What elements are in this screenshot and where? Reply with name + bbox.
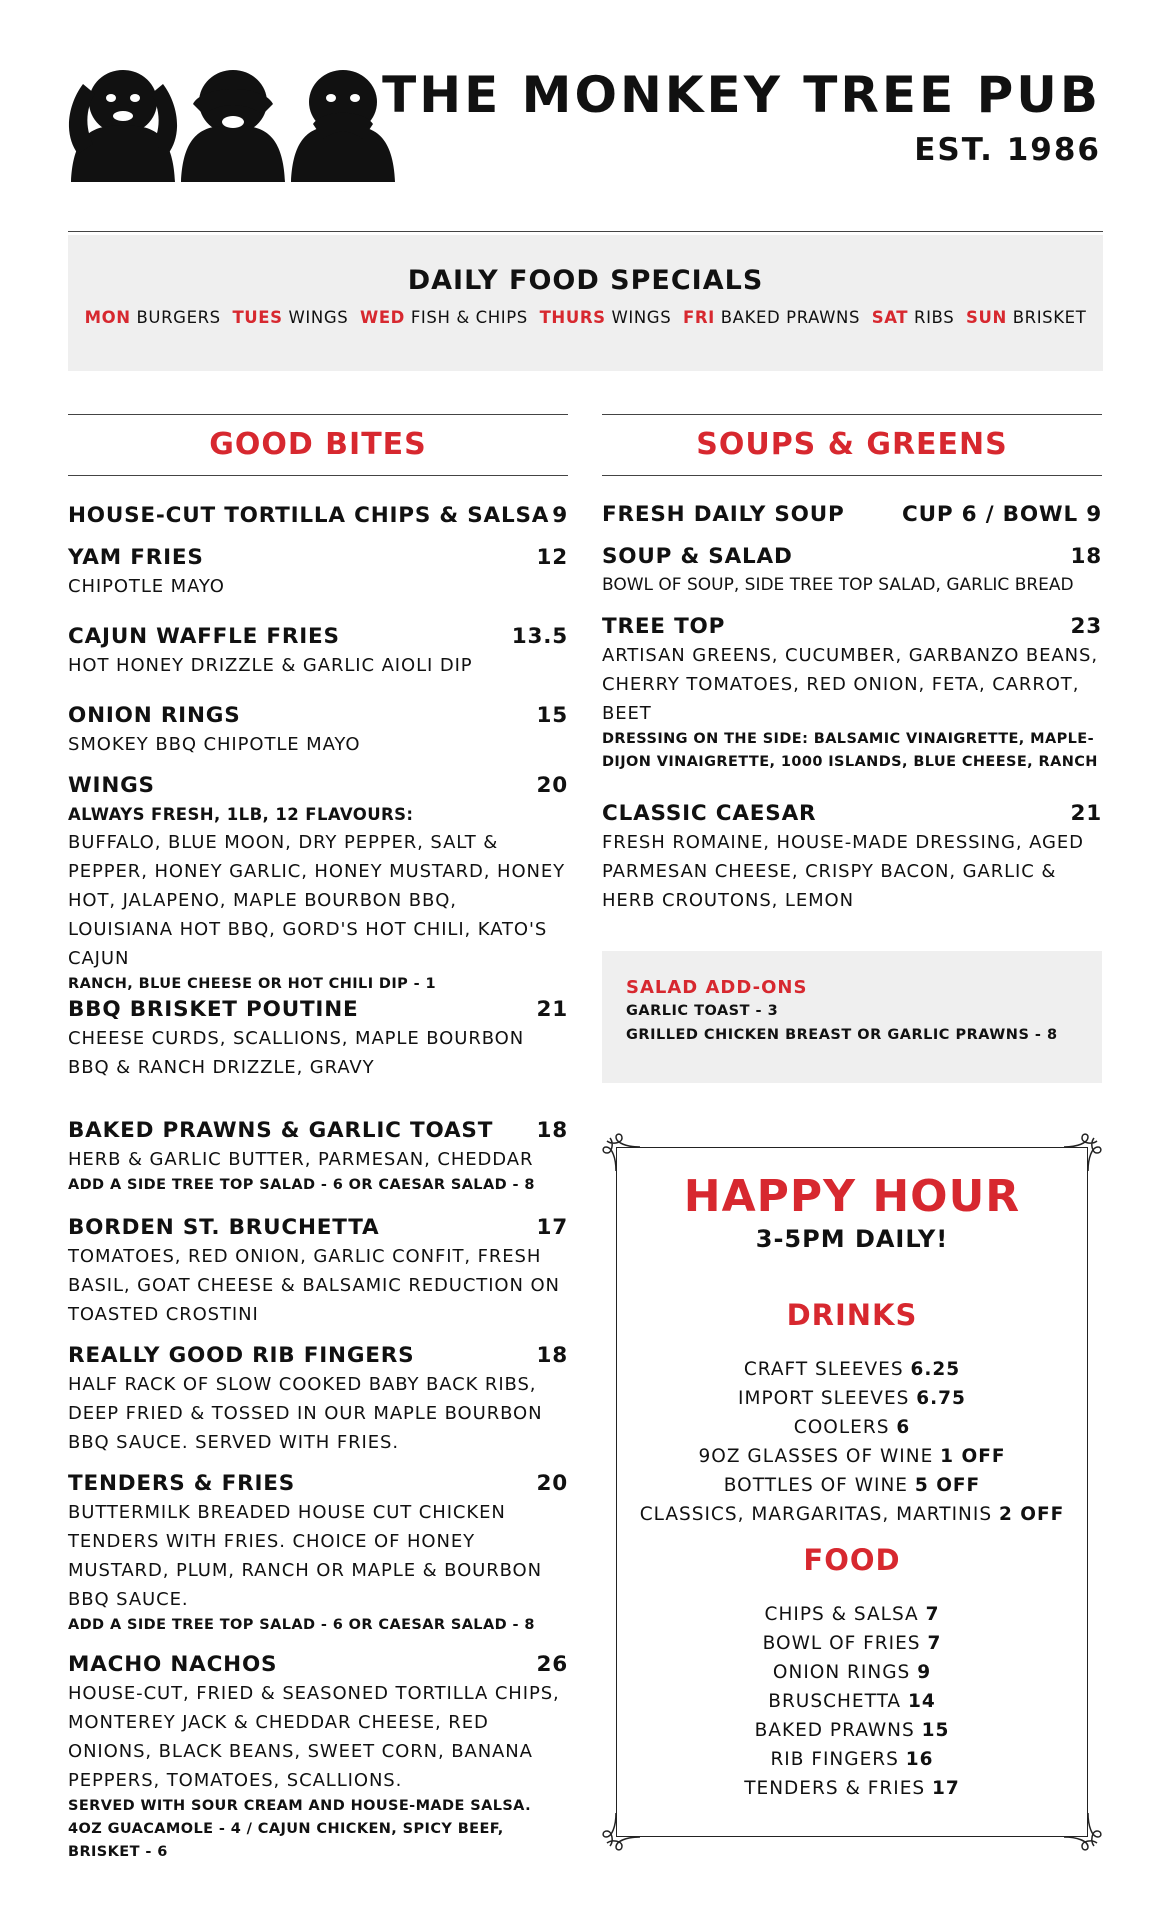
daily-specials-box bbox=[68, 235, 1103, 371]
item-price: 12 bbox=[536, 545, 568, 570]
good-bites-heading: GOOD BITES bbox=[68, 414, 568, 476]
special-item: WINGS bbox=[611, 308, 672, 327]
item-note: DRESSING ON THE SIDE: BALSAMIC VINAIGRETTE, MAPLE-DIJON VINAIGRETTE, 1000 ISLANDS, BLUE CHEESE, RANCH bbox=[602, 731, 1098, 770]
menu-item bbox=[68, 1214, 568, 1329]
specials-line bbox=[68, 308, 1103, 327]
item-desc: TOMATOES, RED ONION, GARLIC CONFIT, FRESH BASIL, GOAT CHEESE & BALSAMIC REDUCTION ON TOASTED CROSTINI bbox=[68, 1246, 560, 1325]
food-price: 7 bbox=[925, 1604, 940, 1625]
item-price: 13.5 bbox=[511, 624, 568, 649]
item-name: REALLY GOOD RIB FINGERS bbox=[68, 1343, 415, 1368]
menu-item bbox=[68, 996, 568, 1082]
item-desc: BOWL OF SOUP, SIDE TREE TOP SALAD, GARLIC BREAD bbox=[602, 575, 1074, 595]
special-item: BRISKET bbox=[1012, 308, 1087, 327]
item-name: CLASSIC CAESAR bbox=[602, 801, 817, 826]
special-day: THURS bbox=[539, 308, 606, 327]
salad-addons-box bbox=[602, 951, 1102, 1083]
item-name: FRESH DAILY SOUP bbox=[602, 502, 845, 527]
pub-name: THE MONKEY TREE PUB bbox=[382, 66, 1101, 124]
item-price: 18 bbox=[1070, 544, 1102, 569]
item-desc: CHEESE CURDS, SCALLIONS, MAPLE BOURBON BBQ & RANCH DRIZZLE, GRAVY bbox=[68, 1028, 525, 1078]
item-name: BORDEN ST. BRUCHETTA bbox=[68, 1215, 380, 1240]
menu-item bbox=[68, 544, 568, 601]
flourish-icon bbox=[1062, 1811, 1102, 1851]
item-name: MACHO NACHOS bbox=[68, 1652, 278, 1677]
item-note: 4OZ GUACAMOLE - 4 / CAJUN CHICKEN, SPICY BEEF, BRISKET - 6 bbox=[68, 1821, 504, 1860]
item-price: 9 bbox=[552, 503, 568, 528]
menu-item bbox=[68, 1342, 568, 1457]
drink-name: COOLERS bbox=[793, 1417, 890, 1438]
special-day: FRI bbox=[682, 308, 715, 327]
addons-title: SALAD ADD-ONS bbox=[626, 977, 808, 998]
food-price: 15 bbox=[921, 1720, 950, 1741]
item-price: 21 bbox=[1070, 801, 1102, 826]
flourish-icon bbox=[602, 1133, 642, 1173]
item-price: 18 bbox=[536, 1118, 568, 1143]
special-day: TUES bbox=[232, 308, 283, 327]
happy-hour-title: HAPPY HOUR bbox=[683, 1171, 1021, 1222]
special-day: WED bbox=[360, 308, 405, 327]
special-item: FISH & CHIPS bbox=[410, 308, 528, 327]
drink-name: CLASSICS, MARGARITAS, MARTINIS bbox=[639, 1504, 993, 1525]
item-desc: HOUSE-CUT, FRIED & SEASONED TORTILLA CHIPS, MONTEREY JACK & CHEDDAR CHEESE, RED ONIONS, BLACK BEANS, SWEET CORN, BANANA PEPPERS, TOMATOES, SCALLIONS. bbox=[68, 1683, 560, 1791]
addon-line: GARLIC TOAST - 3 bbox=[626, 1003, 779, 1019]
item-price: CUP 6 / BOWL 9 bbox=[902, 502, 1102, 527]
item-price: 23 bbox=[1070, 614, 1102, 639]
established-year: EST. 1986 bbox=[914, 132, 1101, 168]
food-name: ONION RINGS bbox=[772, 1662, 911, 1683]
menu-item bbox=[602, 613, 1102, 774]
soups-heading: SOUPS & GREENS bbox=[602, 414, 1102, 476]
item-price: 18 bbox=[536, 1343, 568, 1368]
special-day: SUN bbox=[965, 308, 1007, 327]
special-item: RIBS bbox=[914, 308, 955, 327]
food-price: 16 bbox=[905, 1749, 934, 1770]
food-name: BAKED PRAWNS bbox=[754, 1720, 915, 1741]
addon-line: GRILLED CHICKEN BREAST OR GARLIC PRAWNS - 8 bbox=[626, 1027, 1058, 1043]
special-item: BAKED PRAWNS bbox=[720, 308, 861, 327]
divider bbox=[68, 231, 1103, 232]
item-name: ONION RINGS bbox=[68, 703, 241, 728]
item-desc: BUTTERMILK BREADED HOUSE CUT CHICKEN TENDERS WITH FRIES. CHOICE OF HONEY MUSTARD, PLUM, RANCH OR MAPLE & BOURBON BBQ SAUCE. bbox=[68, 1502, 542, 1610]
food-name: RIB FINGERS bbox=[770, 1749, 899, 1770]
item-desc: HALF RACK OF SLOW COOKED BABY BACK RIBS, DEEP FRIED & TOSSED IN OUR MAPLE BOURBON BBQ SAUCE. SERVED WITH FRIES. bbox=[68, 1374, 543, 1453]
item-desc: SMOKEY BBQ CHIPOTLE MAYO bbox=[68, 734, 361, 755]
item-name: WINGS bbox=[68, 773, 155, 798]
item-price: 26 bbox=[536, 1652, 568, 1677]
drink-name: CRAFT SLEEVES bbox=[743, 1359, 904, 1380]
item-name: YAM FRIES bbox=[68, 545, 204, 570]
item-price: 21 bbox=[536, 997, 568, 1022]
happy-hour-time: 3-5PM DAILY! bbox=[755, 1225, 949, 1253]
happy-hour-box bbox=[602, 1133, 1102, 1851]
good-bites-section bbox=[68, 414, 568, 1860]
item-price: 17 bbox=[536, 1215, 568, 1240]
special-day: SAT bbox=[871, 308, 909, 327]
item-desc: HERB & GARLIC BUTTER, PARMESAN, CHEDDAR bbox=[68, 1149, 534, 1170]
drinks-heading: DRINKS bbox=[786, 1298, 918, 1332]
menu-item bbox=[68, 702, 568, 759]
food-name: TENDERS & FRIES bbox=[744, 1778, 926, 1799]
item-name: HOUSE-CUT TORTILLA CHIPS & SALSA bbox=[68, 503, 550, 528]
item-name: CAJUN WAFFLE FRIES bbox=[68, 624, 340, 649]
item-price: 20 bbox=[536, 1471, 568, 1496]
item-price: 20 bbox=[536, 773, 568, 798]
food-price: 17 bbox=[932, 1778, 960, 1799]
specials-heading: DAILY FOOD SPECIALS bbox=[407, 265, 764, 296]
drink-name: 9OZ GLASSES OF WINE bbox=[698, 1446, 934, 1467]
item-name: BAKED PRAWNS & GARLIC TOAST bbox=[68, 1118, 494, 1143]
food-name: BRUSCHETTA bbox=[768, 1691, 902, 1712]
drink-name: IMPORT SLEEVES bbox=[738, 1388, 910, 1409]
drink-name: BOTTLES OF WINE bbox=[723, 1475, 908, 1496]
item-name: TREE TOP bbox=[602, 614, 726, 639]
item-desc: BUFFALO, BLUE MOON, DRY PEPPER, SALT & PEPPER, HONEY GARLIC, HONEY MUSTARD, HONEY HOT, JALAPENO, MAPLE BOURBON BBQ, LOUISIANA HOT BBQ, GORD'S HOT CHILI, KATO'S CAJUN bbox=[68, 832, 566, 969]
item-name: TENDERS & FRIES bbox=[68, 1471, 296, 1496]
menu-item bbox=[602, 501, 1102, 529]
menu-item bbox=[602, 800, 1102, 915]
drink-price: 1 OFF bbox=[940, 1446, 1006, 1467]
item-name: SOUP & SALAD bbox=[602, 544, 793, 569]
menu-item bbox=[602, 543, 1102, 600]
food-price: 9 bbox=[917, 1662, 932, 1683]
menu-item bbox=[68, 1117, 568, 1197]
item-note: SERVED WITH SOUR CREAM AND HOUSE-MADE SALSA. bbox=[68, 1798, 531, 1814]
item-desc: ARTISAN GREENS, CUCUMBER, GARBANZO BEANS, CHERRY TOMATOES, RED ONION, FETA, CARROT, BEET bbox=[602, 645, 1098, 724]
item-desc: HOT HONEY DRIZZLE & GARLIC AIOLI DIP bbox=[68, 655, 473, 676]
special-day: MON bbox=[84, 308, 131, 327]
special-item: WINGS bbox=[288, 308, 349, 327]
item-desc: CHIPOTLE MAYO bbox=[68, 576, 225, 597]
three-monkeys-logo bbox=[68, 64, 398, 182]
menu-item bbox=[68, 502, 568, 530]
drinks-list bbox=[602, 1355, 1102, 1529]
food-name: CHIPS & SALSA bbox=[764, 1604, 919, 1625]
drink-price: 2 OFF bbox=[998, 1504, 1065, 1525]
flourish-icon bbox=[1062, 1133, 1102, 1173]
item-note: ADD A SIDE TREE TOP SALAD - 6 OR CAESAR SALAD - 8 bbox=[68, 1617, 535, 1633]
item-price: 15 bbox=[536, 703, 568, 728]
food-list bbox=[602, 1600, 1102, 1803]
flourish-icon bbox=[602, 1811, 642, 1851]
food-name: BOWL OF FRIES bbox=[762, 1633, 921, 1654]
food-price: 14 bbox=[907, 1691, 936, 1712]
special-item: BURGERS bbox=[136, 308, 221, 327]
drink-price: 6 bbox=[896, 1417, 911, 1438]
food-heading: FOOD bbox=[803, 1543, 901, 1577]
menu-item bbox=[68, 623, 568, 680]
drink-price: 6.75 bbox=[916, 1388, 966, 1409]
drink-price: 6.25 bbox=[910, 1359, 961, 1380]
item-note: ADD A SIDE TREE TOP SALAD - 6 OR CAESAR SALAD - 8 bbox=[68, 1177, 535, 1193]
item-lead: ALWAYS FRESH, 1LB, 12 FLAVOURS: bbox=[68, 805, 414, 824]
menu-item bbox=[68, 772, 568, 996]
menu-item bbox=[68, 1651, 568, 1864]
food-price: 7 bbox=[927, 1633, 942, 1654]
item-desc: FRESH ROMAINE, HOUSE-MADE DRESSING, AGED PARMESAN CHEESE, CRISPY BACON, GARLIC & HERB CROUTONS, LEMON bbox=[602, 832, 1084, 911]
item-name: BBQ BRISKET POUTINE bbox=[68, 997, 359, 1022]
item-note: RANCH, BLUE CHEESE OR HOT CHILI DIP - 1 bbox=[68, 976, 436, 992]
soups-greens-section bbox=[602, 414, 1102, 934]
drink-price: 5 OFF bbox=[914, 1475, 981, 1496]
menu-item bbox=[68, 1470, 568, 1637]
